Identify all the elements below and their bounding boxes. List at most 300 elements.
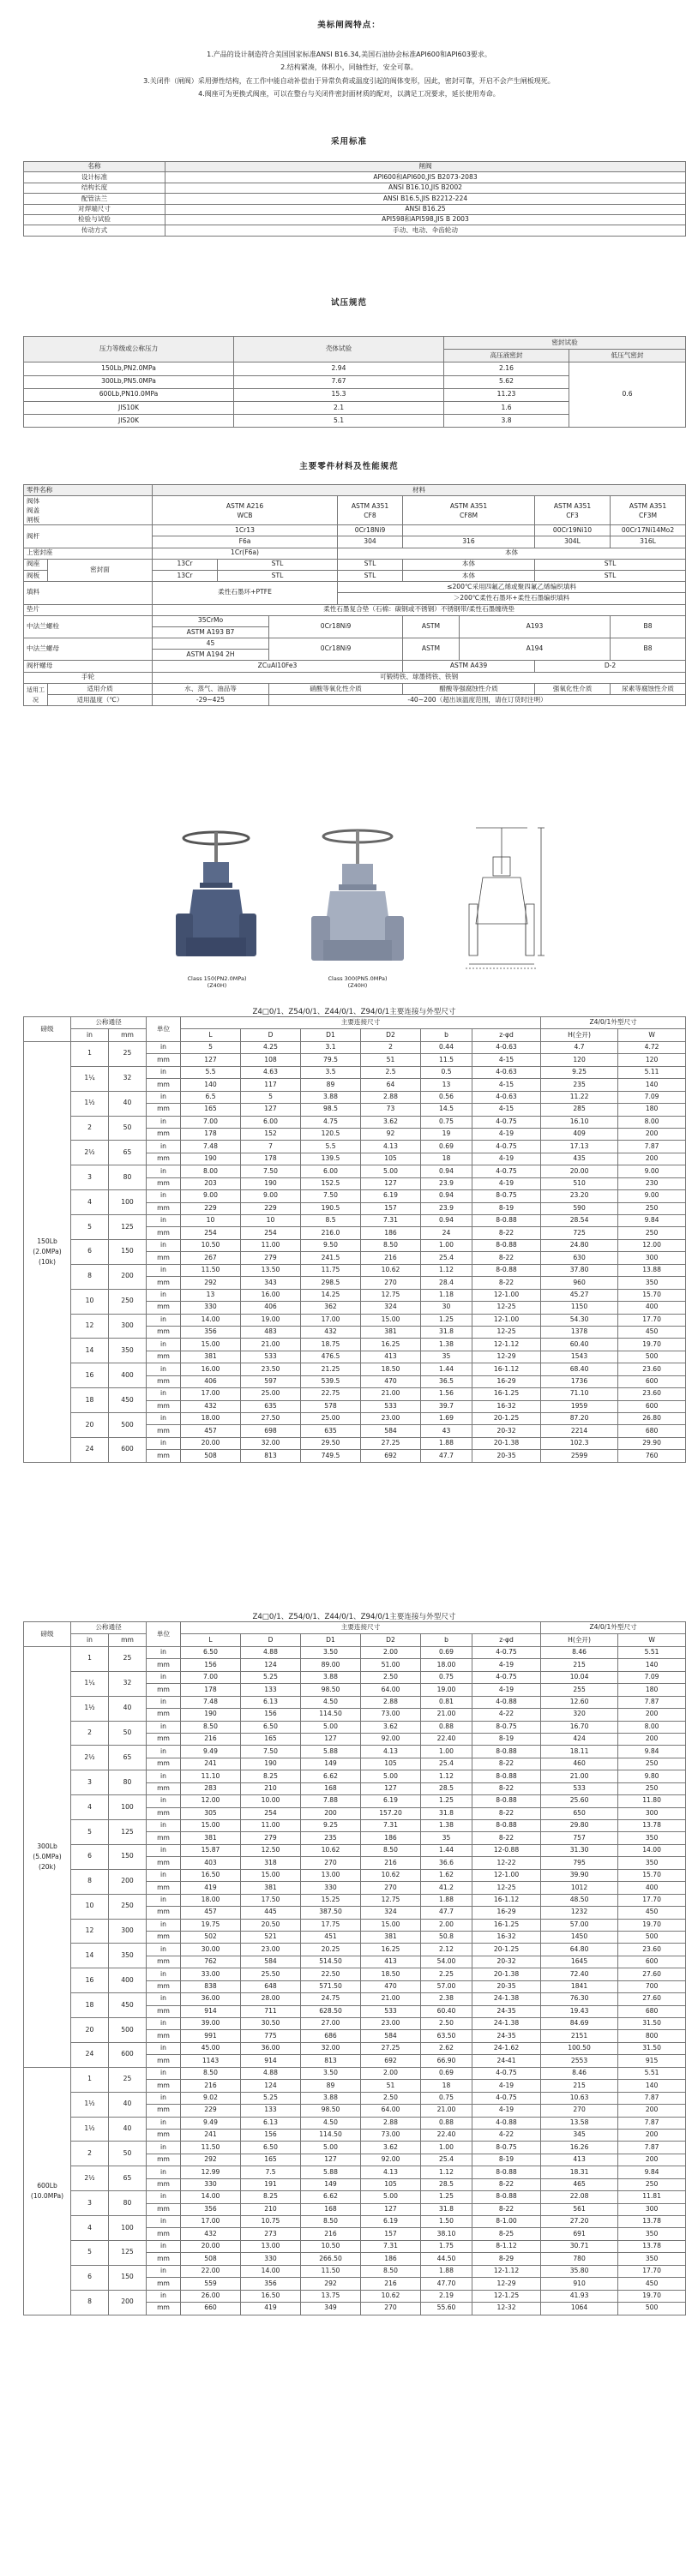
table-cell: 8.00 xyxy=(618,1116,686,1128)
unit-cell: in xyxy=(147,1993,181,2005)
table-cell: 108 xyxy=(241,1054,301,1066)
table-cell: 304L xyxy=(535,536,611,548)
table-row xyxy=(24,1820,686,1832)
table-header-cell: D xyxy=(241,1029,301,1041)
table-cell: 0.75 xyxy=(421,1116,472,1128)
table-cell: 4.63 xyxy=(241,1066,301,1078)
table-row xyxy=(24,2240,686,2252)
table-cell: 5.25 xyxy=(241,2092,301,2104)
table-cell: 330 xyxy=(301,1882,361,1894)
table-cell: 87.20 xyxy=(541,1413,618,1425)
table-cell: 300 xyxy=(618,1807,686,1819)
unit-cell: in xyxy=(147,1239,181,1251)
table-cell: 12-1.25 xyxy=(472,2290,541,2302)
size-mm-cell: 300 xyxy=(109,1314,147,1339)
class-label-line: 600Lb xyxy=(37,2181,57,2190)
table-cell: 29.50 xyxy=(301,1437,361,1449)
size-mm-cell: 400 xyxy=(109,1363,147,1388)
table-cell: 7.09 xyxy=(618,1671,686,1683)
table-cell: 5.51 xyxy=(618,2067,686,2079)
table-row xyxy=(24,172,686,183)
table-cell: 0.69 xyxy=(421,1646,472,1658)
table-cell: 381 xyxy=(181,1832,241,1844)
table-cell: 79.5 xyxy=(301,1054,361,1066)
table-cell: 403 xyxy=(181,1857,241,1869)
table-cell: 31.30 xyxy=(541,1844,618,1856)
table-cell: 8-0.75 xyxy=(472,1190,541,1202)
unit-cell: in xyxy=(147,2191,181,2203)
table-cell: ASTM xyxy=(403,615,460,638)
table-cell: 8-0.88 xyxy=(472,1215,541,1227)
table-cell: 64.00 xyxy=(361,2105,421,2117)
size-in-cell: 1½ xyxy=(71,2092,109,2117)
table-cell: 16-29 xyxy=(472,1375,541,1387)
table-cell: 235 xyxy=(301,1832,361,1844)
table-cell: 686 xyxy=(301,2030,361,2042)
table-cell: 2.94 xyxy=(234,362,444,375)
table-cell: 12-25 xyxy=(472,1326,541,1338)
table-cell: 8-0.75 xyxy=(472,2142,541,2154)
table-cell: 1.44 xyxy=(421,1363,472,1375)
table-cell xyxy=(535,496,611,525)
table-row xyxy=(24,362,686,375)
table-cell: 2.50 xyxy=(361,1671,421,1683)
table-cell: 14.00 xyxy=(181,1314,241,1326)
table-cell: 12-29 xyxy=(472,2278,541,2290)
size-mm-cell: 25 xyxy=(109,1041,147,1066)
size-in-cell: 5 xyxy=(71,1215,109,1240)
unit-cell: mm xyxy=(147,1980,181,1992)
table-cell: 8-25 xyxy=(472,2228,541,2240)
table-cell: 10.75 xyxy=(241,2216,301,2228)
caption-line: (Z40H) xyxy=(207,982,227,989)
table-cell: 250 xyxy=(618,1227,686,1239)
table-cell: 210 xyxy=(241,1782,301,1794)
table-row xyxy=(24,615,686,626)
body-label: 阀体 xyxy=(27,497,40,506)
table-cell: 300Lb,PN5.0MPa xyxy=(24,375,234,388)
table-cell: 6.19 xyxy=(361,1190,421,1202)
table-cell: 508 xyxy=(181,2253,241,2265)
table-row xyxy=(24,672,686,683)
table-cell: 1736 xyxy=(541,1375,618,1387)
table-cell: 6.62 xyxy=(301,1770,361,1782)
table-cell: 12.50 xyxy=(241,1844,301,1856)
table-cell: 559 xyxy=(181,2278,241,2290)
table-cell: 533 xyxy=(241,1351,301,1363)
table-cell: 54.30 xyxy=(541,1314,618,1326)
table-cell: 200 xyxy=(618,2105,686,2117)
table-cell: 21.25 xyxy=(301,1363,361,1375)
table-cell: 300 xyxy=(618,1252,686,1264)
table-cell: 23.00 xyxy=(241,1944,301,1956)
table-cell: 23.60 xyxy=(618,1363,686,1375)
bonnet-label: 阀盖 xyxy=(27,506,40,515)
size-in-cell: 20 xyxy=(71,2018,109,2043)
table-cell: 381 xyxy=(361,1326,421,1338)
table-cell: 500 xyxy=(618,1931,686,1943)
table-cell: 7.50 xyxy=(241,1165,301,1177)
table-cell: 345 xyxy=(541,2129,618,2141)
unit-cell: mm xyxy=(147,1857,181,1869)
table-cell: 23.9 xyxy=(421,1177,472,1189)
table-cell: 140 xyxy=(618,1079,686,1091)
unit-cell: in xyxy=(147,1671,181,1683)
table-cell: 32.00 xyxy=(301,2042,361,2054)
table-cell: 600 xyxy=(618,1956,686,1968)
class-label-cell xyxy=(24,1041,71,1462)
table-row xyxy=(24,1795,686,1807)
table-cell: JIS10K xyxy=(24,401,234,414)
table-cell: 156 xyxy=(241,2129,301,2141)
table-cell: 89 xyxy=(301,1079,361,1091)
table-row xyxy=(24,1363,686,1375)
table-cell: 27.60 xyxy=(618,1968,686,1980)
table-cell xyxy=(403,525,535,536)
size-in-cell: 24 xyxy=(71,2042,109,2067)
table-cell: 273 xyxy=(241,2228,301,2240)
table-cell: 0.75 xyxy=(421,2092,472,2104)
table-cell: 250 xyxy=(618,1782,686,1794)
table-cell: 36.5 xyxy=(421,1375,472,1387)
table-cell: 9.00 xyxy=(241,1190,301,1202)
table-cell: 4.7 xyxy=(541,1041,618,1053)
table-cell: 13 xyxy=(421,1079,472,1091)
table-cell: 9.00 xyxy=(618,1165,686,1177)
unit-cell: in xyxy=(147,1363,181,1375)
dims1-title: Z4□0/1、Z54/0/1、Z44/0/1、Z94/0/1主要连接与外型尺寸 xyxy=(252,1008,456,1016)
table-cell: 25.4 xyxy=(421,1758,472,1770)
size-in-cell: 3 xyxy=(71,1770,109,1795)
table-cell: 28.5 xyxy=(421,2178,472,2190)
standards-title: 采用标准 xyxy=(330,137,367,147)
table-row xyxy=(24,559,686,570)
table-row xyxy=(24,1696,686,1708)
table-cell: 4-0.75 xyxy=(472,1116,541,1128)
table-cell: 21.00 xyxy=(241,1339,301,1351)
test-title: 试压规范 xyxy=(330,298,367,308)
table-cell: 229 xyxy=(181,1202,241,1214)
unit-cell: mm xyxy=(147,1733,181,1745)
table-header-cell: W xyxy=(618,1634,686,1646)
size-in-cell: 2 xyxy=(71,1116,109,1141)
table-cell: 60.40 xyxy=(541,1339,618,1351)
table-cell: 0.75 xyxy=(421,1671,472,1683)
size-mm-cell: 50 xyxy=(109,1721,147,1746)
table-cell: 4-19 xyxy=(472,1684,541,1696)
table-cell: ANSI B16.10,JIS B2002 xyxy=(165,183,686,193)
unit-cell: mm xyxy=(147,2178,181,2190)
table-cell: 5.25 xyxy=(241,1671,301,1683)
table-cell: 445 xyxy=(241,1907,301,1919)
table-cell: 5.51 xyxy=(618,1646,686,1658)
class-label-cell xyxy=(24,2067,71,2315)
table-cell: 43 xyxy=(421,1425,472,1437)
table-cell: 12-25 xyxy=(472,1302,541,1314)
table-cell: 521 xyxy=(241,1931,301,1943)
size-in-cell: 6 xyxy=(71,2265,109,2290)
table-cell: 19.70 xyxy=(618,1339,686,1351)
table-cell: 39.7 xyxy=(421,1400,472,1412)
unit-cell: in xyxy=(147,1116,181,1128)
size-mm-cell: 500 xyxy=(109,2018,147,2043)
table-cell: 168 xyxy=(301,1782,361,1794)
size-mm-cell: 32 xyxy=(109,1066,147,1091)
table-header-cell: H(全开) xyxy=(541,1634,618,1646)
unit-cell: mm xyxy=(147,1931,181,1943)
table-header-cell: D xyxy=(241,1634,301,1646)
class-label-line: (5.0MPa) xyxy=(33,1852,62,1860)
table-cell: 阀座 xyxy=(24,559,48,570)
table-cell: 12-32 xyxy=(472,2303,541,2315)
table-cell: 8-0.88 xyxy=(472,1239,541,1251)
table-cell: 41.2 xyxy=(421,1882,472,1894)
table-cell: 635 xyxy=(301,1425,361,1437)
unit-cell: in xyxy=(147,2142,181,2154)
table-cell: 8-22 xyxy=(472,1832,541,1844)
table-cell: 419 xyxy=(241,2303,301,2315)
table-cell: 17.50 xyxy=(241,1894,301,1906)
table-cell: 45.00 xyxy=(181,2042,241,2054)
table-cell: 300 xyxy=(618,2203,686,2215)
table-cell: 400 xyxy=(618,1882,686,1894)
table-cell: 92.00 xyxy=(361,2154,421,2166)
table-header-cell: Z4/0/1外型尺寸 xyxy=(541,1622,686,1634)
table-cell: 10.04 xyxy=(541,1671,618,1683)
table-cell: 381 xyxy=(241,1882,301,1894)
table-cell: 451 xyxy=(301,1931,361,1943)
table-row xyxy=(24,2191,686,2203)
table-cell: 7.87 xyxy=(618,2092,686,2104)
table-cell: 316L xyxy=(611,536,686,548)
table-cell: 98.50 xyxy=(301,1684,361,1696)
table-cell: 514.50 xyxy=(301,1956,361,1968)
unit-cell: in xyxy=(147,1091,181,1103)
table-cell: 0.94 xyxy=(421,1215,472,1227)
table-row xyxy=(24,1264,686,1276)
table-cell: 2.19 xyxy=(421,2290,472,2302)
unit-cell: in xyxy=(147,1437,181,1449)
table-cell: 149 xyxy=(301,1758,361,1770)
table-cell: 21.00 xyxy=(361,1388,421,1400)
table-cell: 8.00 xyxy=(618,1721,686,1733)
table-cell: STL xyxy=(535,570,686,581)
table-cell: 39.90 xyxy=(541,1869,618,1881)
table-cell: 5.5 xyxy=(181,1066,241,1078)
table-cell: 7.50 xyxy=(301,1190,361,1202)
table-row xyxy=(24,1190,686,1202)
table-cell: F6a xyxy=(153,536,338,548)
product-photos xyxy=(0,828,698,999)
table-cell: 216 xyxy=(301,2228,361,2240)
table-cell: 24-1.62 xyxy=(472,2042,541,2054)
table-cell: 1645 xyxy=(541,1956,618,1968)
table-cell: 18 xyxy=(421,1153,472,1165)
unit-cell: mm xyxy=(147,2129,181,2141)
table-cell: 200 xyxy=(301,1807,361,1819)
table-cell: 4-19 xyxy=(472,2080,541,2092)
table-cell: 470 xyxy=(361,1375,421,1387)
table-cell: 10.63 xyxy=(541,2092,618,2104)
size-in-cell: 4 xyxy=(71,1190,109,1215)
table-cell: 8.46 xyxy=(541,2067,618,2079)
table-cell: 1.25 xyxy=(421,2191,472,2203)
caption-line: Class 300(PN5.0MPa) xyxy=(328,975,388,982)
table-cell: 600 xyxy=(618,1375,686,1387)
unit-cell: in xyxy=(147,1289,181,1301)
table-cell: 2.00 xyxy=(361,2067,421,2079)
table-cell: 12-1.12 xyxy=(472,2265,541,2277)
table-cell: 914 xyxy=(241,2055,301,2067)
size-in-cell: 18 xyxy=(71,1993,109,2018)
table-cell: 4-0.63 xyxy=(472,1066,541,1078)
table-cell: 10.50 xyxy=(301,2240,361,2252)
table-cell: 8-1.12 xyxy=(472,2240,541,2252)
table-cell: 47.70 xyxy=(421,2278,472,2290)
table-cell: 8-22 xyxy=(472,1252,541,1264)
size-mm-cell: 80 xyxy=(109,1165,147,1190)
table-cell: 465 xyxy=(541,2178,618,2190)
table-cell: 343 xyxy=(241,1277,301,1289)
table-cell: 4-15 xyxy=(472,1054,541,1066)
table-cell: 4.50 xyxy=(301,2117,361,2129)
table-cell: 6.13 xyxy=(241,2117,301,2129)
size-in-cell: 16 xyxy=(71,1968,109,1993)
table-cell: 20.00 xyxy=(181,2240,241,2252)
grade-line: ASTM A351 xyxy=(629,501,667,510)
table-cell: 12.60 xyxy=(541,1696,618,1708)
table-cell: 795 xyxy=(541,1857,618,1869)
table-cell: 533 xyxy=(361,2005,421,2017)
caption-line: Class 150(PN2.0MPa) xyxy=(187,975,247,982)
table-cell: 64.80 xyxy=(541,1944,618,1956)
table-cell: 22.00 xyxy=(181,2265,241,2277)
unit-cell: mm xyxy=(147,2005,181,2017)
table-cell: 10.00 xyxy=(241,1795,301,1807)
table-cell: 2.00 xyxy=(421,1919,472,1931)
size-mm-cell: 50 xyxy=(109,1116,147,1141)
table-cell: 13.50 xyxy=(241,1264,301,1276)
table-cell: 533 xyxy=(541,1782,618,1794)
table-cell: 27.50 xyxy=(241,1413,301,1425)
table-cell: 11.00 xyxy=(241,1820,301,1832)
unit-cell: in xyxy=(147,2018,181,2030)
table-cell: 11.10 xyxy=(181,1770,241,1782)
photo-caption xyxy=(302,975,413,989)
table-header-cell: L xyxy=(181,1029,241,1041)
table-cell: 178 xyxy=(181,1684,241,1696)
table-cell: 68.40 xyxy=(541,1363,618,1375)
table-row xyxy=(24,2042,686,2054)
table-cell: 0.81 xyxy=(421,1696,472,1708)
table-cell: 9.25 xyxy=(541,1066,618,1078)
size-in-cell: 20 xyxy=(71,1413,109,1438)
table-cell: 31.8 xyxy=(421,2203,472,2215)
table-cell: 8-0.88 xyxy=(472,1795,541,1807)
table-row xyxy=(24,1721,686,1733)
table-cell: 2.25 xyxy=(421,1968,472,1980)
table-cell: 292 xyxy=(181,2154,241,2166)
table-cell: 165 xyxy=(181,1104,241,1116)
table-cell: 20.00 xyxy=(541,1165,618,1177)
table-cell: 5.11 xyxy=(618,1066,686,1078)
size-in-cell: 1½ xyxy=(71,1696,109,1721)
table-cell: 4-22 xyxy=(472,1709,541,1721)
table-cell: 27.60 xyxy=(618,1993,686,2005)
unit-cell: mm xyxy=(147,2203,181,2215)
table-cell: 19.00 xyxy=(421,1684,472,1696)
table-cell: 2.00 xyxy=(361,1646,421,1658)
table-cell: 191 xyxy=(241,2178,301,2190)
unit-cell: mm xyxy=(147,1054,181,1066)
table-cell: 8.00 xyxy=(181,1165,241,1177)
table-cell: 检验与试验 xyxy=(24,214,165,225)
table-cell: 8.25 xyxy=(241,2191,301,2203)
table-cell: 597 xyxy=(241,1375,301,1387)
table-cell: 600 xyxy=(618,1400,686,1412)
table-cell: 186 xyxy=(361,1832,421,1844)
table-cell: 23.50 xyxy=(241,1363,301,1375)
size-mm-cell: 150 xyxy=(109,2265,147,2290)
table-cell: 8.50 xyxy=(361,1239,421,1251)
table-cell: 16.25 xyxy=(361,1944,421,1956)
table-cell: 4-0.75 xyxy=(472,2092,541,2104)
table-cell: 630 xyxy=(541,1252,618,1264)
table-row xyxy=(24,2265,686,2277)
standards-table xyxy=(23,161,686,237)
table-cell: 23.60 xyxy=(618,1388,686,1400)
table-cell: 27.00 xyxy=(301,2018,361,2030)
table-cell: 7.87 xyxy=(618,2117,686,2129)
table-cell: 57.00 xyxy=(541,1919,618,1931)
table-cell: 4-0.75 xyxy=(472,1141,541,1153)
table-cell: 73.00 xyxy=(361,1709,421,1721)
table-cell: 2.62 xyxy=(421,2042,472,2054)
table-cell: 270 xyxy=(301,1857,361,1869)
table-cell: 533 xyxy=(361,1400,421,1412)
unit-cell: in xyxy=(147,1165,181,1177)
unit-cell: mm xyxy=(147,2303,181,2315)
table-cell: 32.00 xyxy=(241,1437,301,1449)
unit-cell: mm xyxy=(147,1104,181,1116)
unit-cell: mm xyxy=(147,1079,181,1091)
size-in-cell: 12 xyxy=(71,1919,109,1944)
table-cell: 0.94 xyxy=(421,1165,472,1177)
unit-cell: mm xyxy=(147,1202,181,1214)
table-cell: 241.5 xyxy=(301,1252,361,1264)
table-cell: 680 xyxy=(618,1425,686,1437)
table-cell: 757 xyxy=(541,1832,618,1844)
table-cell: 105 xyxy=(361,2178,421,2190)
test-table xyxy=(23,336,686,428)
table-cell: 20-1.38 xyxy=(472,1437,541,1449)
size-mm-cell: 250 xyxy=(109,1289,147,1314)
table-cell: 28.5 xyxy=(421,1782,472,1794)
unit-cell: mm xyxy=(147,1351,181,1363)
table-cell: 22.50 xyxy=(301,1968,361,1980)
table-cell: 15.00 xyxy=(181,1339,241,1351)
table-cell: 11.81 xyxy=(618,2191,686,2203)
table-cell: 硝酸等氧化性介质 xyxy=(269,683,403,694)
unit-cell: mm xyxy=(147,2253,181,2265)
table-cell: 660 xyxy=(181,2303,241,2315)
dims-table-300-600 xyxy=(23,1621,686,2315)
grade-line: CF8 xyxy=(364,511,376,519)
table-cell: A193 xyxy=(460,615,611,638)
table-cell: 27.25 xyxy=(361,1437,421,1449)
table-cell: 18 xyxy=(421,2080,472,2092)
table-cell: 1012 xyxy=(541,1882,618,1894)
